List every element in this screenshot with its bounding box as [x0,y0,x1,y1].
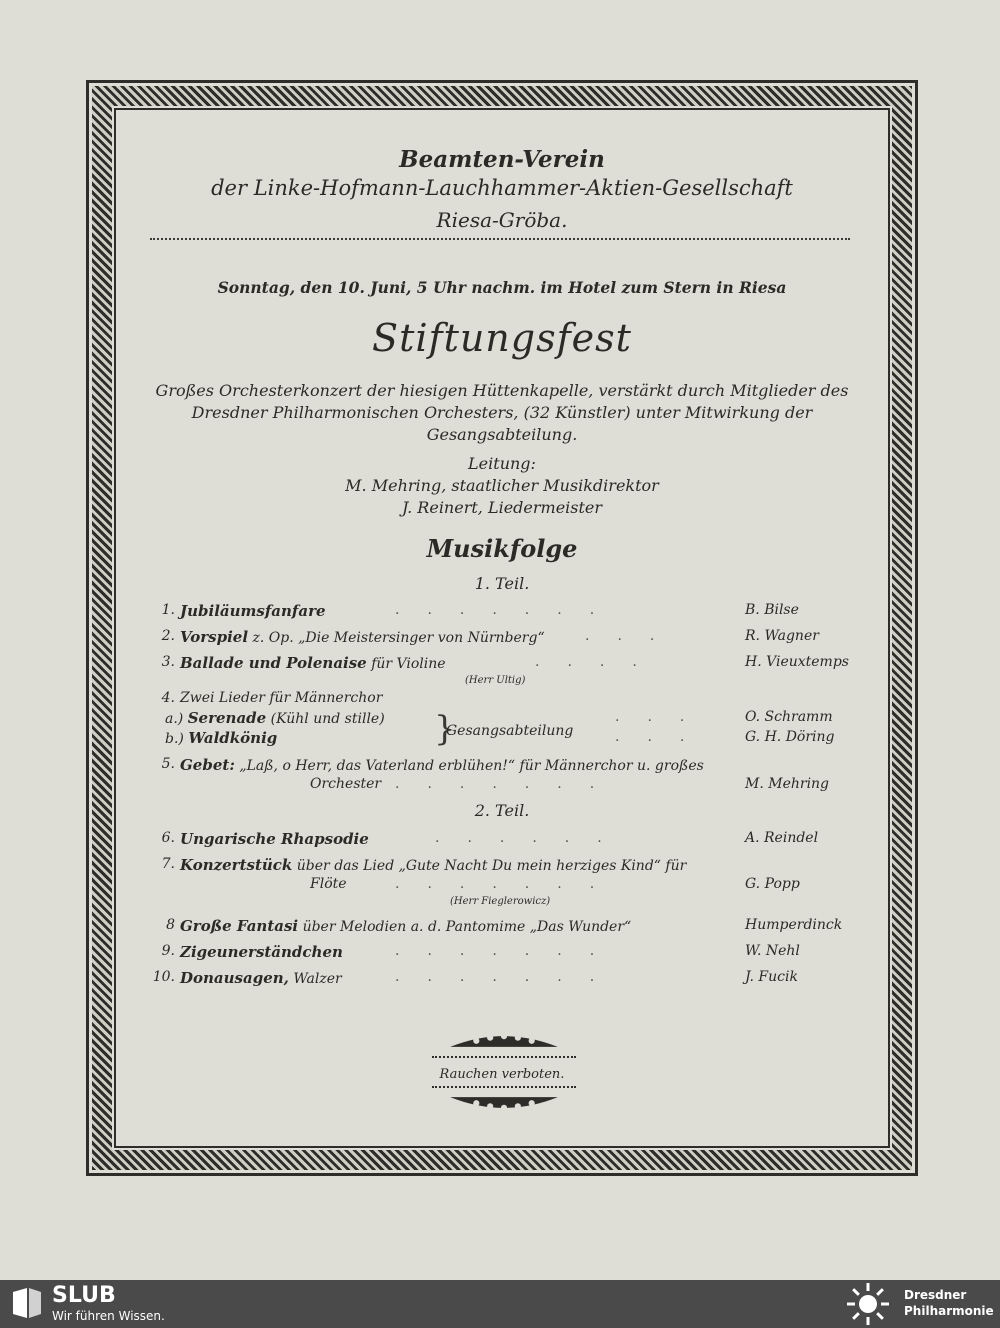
ornament-top-icon [428,1030,580,1050]
event-title: Stiftungsfest [372,316,632,360]
place-name: Riesa-Gröba. [436,208,568,232]
item-title: Serenade [187,709,267,727]
no-smoking-notice: Rauchen verboten. [439,1067,565,1082]
item-number: 5. [161,756,175,772]
program-item: 3. Ballade und Polenaise für Violine .... H. Vieuxtemps [145,654,860,676]
ornament-dotted-line [432,1056,576,1058]
ornament-dotted-line [432,1086,576,1088]
item-number: 10. [152,969,175,985]
item-description: über Melodien a. d. Pantomime „Das Wunder“ [302,919,632,935]
conductor-line: M. Mehring, staatlicher Musikdirektor [345,476,659,495]
part-two-heading: 2. Teil. [474,801,530,820]
item-composer: M. Mehring [745,776,830,792]
ornament-bottom-icon [428,1094,580,1114]
brace: } [434,709,456,749]
item-title: Zigeunerständchen [180,943,343,961]
program-item: Flöte ....... G. Popp [310,876,800,892]
item-title: Konzertstück [180,856,293,874]
philharmonie-name-line1: Dresdner [904,1288,967,1302]
item-description: Walzer [293,971,342,987]
item-description: über das Lied „Gute Nacht Du mein herziges Kind“ für [296,858,687,874]
item-number: b.) [165,731,184,747]
item-description: (Kühl und stille) [270,711,385,727]
item-number: 1. [161,602,175,618]
choirmaster-line: J. Reinert, Liedermeister [401,498,603,517]
item-number: 4. [161,690,175,706]
item-number: 8 [166,917,175,933]
item-title: Waldkönig [188,729,278,747]
item-number: 9. [161,943,175,959]
item-composer: O. Schramm [745,709,833,725]
item-title: Große Fantasi [180,917,299,935]
club-title: Beamten-Verein [399,146,605,173]
item-number: 6. [161,830,175,846]
item-title: Ungarische Rhapsodie [180,830,369,848]
item-description: Flöte [310,876,347,892]
part-one-heading: 1. Teil. [474,574,530,593]
viewer-footer [0,1280,1000,1328]
program-item: 6. Ungarische Rhapsodie ...... A. Reindel [145,830,860,852]
concert-description: Großes Orchesterkonzert der hiesigen Hüttenkapelle, verstärkt durch Mitglieder des Dresdner Philharmonischen Orchesters, (32 Künstler) unter Mitwirkung der Gesangsabteilung. [155,381,849,444]
item-title: Vorspiel [180,628,249,646]
item-title: Gebet: [180,756,235,774]
item-composer: A. Reindel [745,830,819,846]
item-composer: G. Popp [745,876,800,892]
item-composer: Humperdinck [745,917,843,933]
item-composer: H. Vieuxtemps [745,654,849,670]
item-composer: W. Nehl [745,943,800,959]
date-line: Sonntag, den 10. Juni, 5 Uhr nachm. im Hotel zum Stern in Riesa [217,278,787,297]
item-description: „Laß, o Herr, das Vaterland erblühen!“ für Männerchor u. großes [239,758,704,774]
slub-book-icon [10,1286,44,1320]
item-description: z. Op. „Die Meistersinger von Nürnberg“ [252,630,545,646]
item-composer: J. Fucik [745,969,798,985]
program-title: Musikfolge [426,534,578,563]
item-number: a.) [165,711,184,727]
philharmonie-sunburst-icon [840,1282,896,1326]
item-description: Zwei Lieder für Männerchor [180,690,383,706]
program-item: 9. Zigeunerständchen ....... W. Nehl [145,943,860,965]
program-item: 10. Donausagen, Walzer ....... J. Fucik [145,969,860,991]
program-item: 2. Vorspiel z. Op. „Die Meistersinger von Nürnberg“ ... R. Wagner [145,628,860,650]
program-item: 1. Jubiläumsfanfare ....... B. Bilse [145,602,860,624]
soloist-note: (Herr Fieglerowicz) [450,896,551,907]
dotted-divider [150,238,850,240]
item-number: 3. [161,654,175,670]
program-item [145,917,860,939]
item-title: Jubiläumsfanfare [180,602,326,620]
slub-tagline: Wir führen Wissen. [52,1309,165,1323]
program-item [145,856,860,878]
leitung-label: Leitung: [468,454,536,473]
program-item: a.) Serenade (Kühl und stille) ... O. Schramm [165,709,833,727]
group-label: Gesangsabteilung [446,723,574,739]
slub-name: SLUB [52,1283,116,1308]
philharmonie-name-line2: Philharmonie [904,1304,994,1318]
item-composer: R. Wagner [745,628,819,644]
program-item: b.) Waldkönig ... G. H. Döring [165,729,835,747]
item-number: 7. [161,856,175,872]
company-name: der Linke-Hofmann-Lauchhammer-Aktien-Gesellschaft [211,176,793,200]
program-item [145,756,860,778]
soloist-note: (Herr Ultig) [465,675,526,686]
item-number: 2. [161,628,175,644]
item-description: Orchester [310,776,382,792]
item-title: Donausagen, [180,969,289,987]
item-composer: B. Bilse [745,602,799,618]
item-composer: G. H. Döring [745,729,835,745]
program-item: Orchester ....... M. Mehring [310,776,830,792]
item-title: Ballade und Polenaise [180,654,367,672]
item-description: für Violine [371,656,446,672]
